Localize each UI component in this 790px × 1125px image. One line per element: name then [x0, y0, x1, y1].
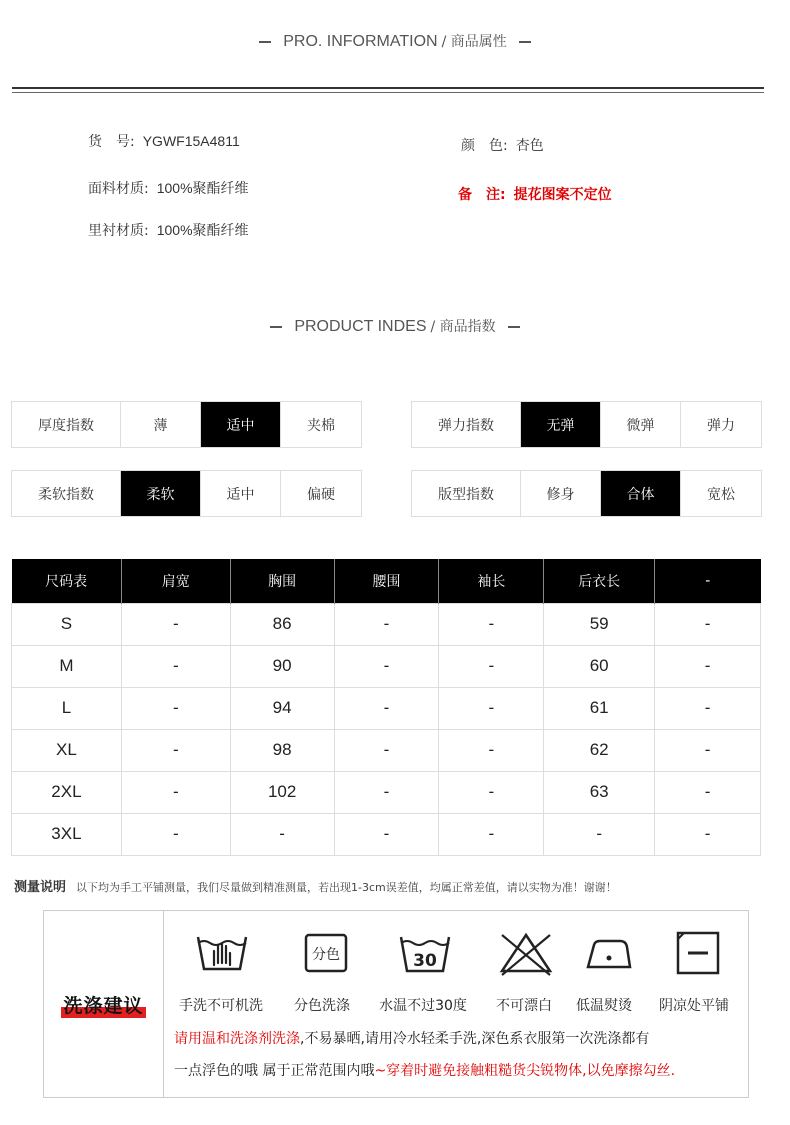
index-name: 版型指数	[412, 471, 521, 516]
care-section	[43, 910, 749, 1098]
table-row	[12, 603, 761, 645]
table-cell: -	[230, 813, 334, 855]
table-cell: -	[334, 771, 439, 813]
care-text: ,不易暴晒,请用冷水轻柔手洗,深色系衣服第一次洗涤都有	[300, 1031, 650, 1047]
care-label: 分色洗涤	[294, 998, 350, 1014]
divider-thick	[12, 87, 764, 89]
separate-color-glyph: 分色	[312, 947, 340, 963]
care-label: 低温熨烫	[576, 998, 632, 1014]
care-text-red: 请用温和洗涤剂洗涤	[174, 1031, 300, 1047]
table-cell: -	[655, 729, 761, 771]
table-cell: -	[439, 729, 544, 771]
table-cell: -	[439, 645, 544, 687]
care-text-line-2	[174, 1060, 675, 1080]
table-cell: -	[121, 771, 230, 813]
info-article-no	[88, 131, 240, 151]
table-cell: -	[334, 603, 439, 645]
table-cell: -	[544, 813, 655, 855]
care-title: 洗涤建议	[61, 991, 145, 1018]
title-dash-left	[270, 326, 282, 328]
table-cell: -	[439, 771, 544, 813]
table-cell: -	[439, 687, 544, 729]
table-cell: -	[655, 603, 761, 645]
pro-information-en: PRO. INFORMATION	[283, 33, 438, 50]
table-cell: 3XL	[12, 813, 122, 855]
remark-value: 提花图案不定位	[513, 186, 612, 202]
measure-note-text: 以下均为手工平铺测量，我们尽量做到精准测量，若出现1-3cm误差值，均属正常差值，请以实物为准！谢谢！	[76, 881, 617, 894]
pro-information-title	[0, 31, 790, 51]
table-cell: XL	[12, 729, 122, 771]
table-cell: -	[439, 813, 544, 855]
care-label: 阴凉处平铺	[659, 998, 729, 1014]
index-option-selected: 合体	[601, 471, 681, 516]
dry-flat-shade-icon	[670, 929, 726, 977]
wash-30-icon	[397, 929, 453, 977]
table-cell: -	[121, 603, 230, 645]
fabric-label: 面料材质:	[88, 181, 149, 197]
index-option: 宽松	[707, 486, 735, 503]
remark-label: 备 注:	[458, 187, 506, 203]
title-dash-right	[519, 41, 531, 43]
table-cell: -	[655, 645, 761, 687]
index-name: 柔软指数	[12, 471, 121, 516]
fabric-value: 100%聚酯纤维	[156, 180, 249, 196]
index-name: 厚度指数	[12, 402, 121, 447]
table-cell: 94	[230, 687, 334, 729]
color-label: 颜 色:	[461, 138, 508, 154]
divider-thin	[12, 92, 764, 93]
table-cell: 59	[544, 603, 655, 645]
header-cell: 后衣长	[544, 559, 655, 603]
header-cell: 胸围	[230, 559, 334, 603]
table-cell: 90	[230, 645, 334, 687]
index-thickness	[11, 401, 362, 448]
table-cell: -	[334, 813, 439, 855]
table-cell: -	[121, 645, 230, 687]
care-label: 手洗不可机洗	[179, 998, 263, 1014]
index-fit	[411, 470, 762, 517]
table-cell: 63	[544, 771, 655, 813]
care-label: 不可漂白	[496, 998, 552, 1014]
size-table	[11, 559, 761, 856]
care-label: 水温不过30度	[379, 998, 467, 1014]
info-lining	[88, 220, 249, 240]
table-cell: 2XL	[12, 771, 122, 813]
table-row	[12, 687, 761, 729]
table-cell: -	[334, 729, 439, 771]
index-name: 弹力指数	[412, 402, 521, 447]
table-row	[12, 645, 761, 687]
table-cell: -	[334, 687, 439, 729]
pro-information-zh: / 商品属性	[441, 34, 507, 50]
index-option-selected: 适中	[201, 402, 281, 447]
table-cell: -	[655, 813, 761, 855]
low-iron-icon	[580, 929, 636, 977]
table-row	[12, 771, 761, 813]
product-indes-title	[0, 316, 790, 336]
color-value: 杏色	[515, 137, 544, 153]
care-title-box	[44, 911, 164, 1097]
index-option: 薄	[121, 402, 201, 447]
measure-note-title: 测量说明	[14, 880, 67, 895]
title-dash-right	[508, 326, 520, 328]
table-row	[12, 813, 761, 855]
table-cell: -	[121, 687, 230, 729]
care-text: 一点浮色的哦 属于正常范围内哦	[174, 1063, 375, 1079]
care-text-red: ~穿着时避免接触粗糙货尖锐物体,以免摩擦勾丝.	[374, 1063, 676, 1079]
care-text-line-1	[174, 1028, 649, 1048]
index-option-selected: 无弹	[521, 402, 601, 447]
table-cell: L	[12, 687, 122, 729]
header-cell: -	[655, 559, 761, 603]
table-cell: -	[334, 645, 439, 687]
header-cell: 尺码表	[12, 559, 122, 603]
table-cell: -	[655, 771, 761, 813]
measure-note	[14, 876, 617, 895]
separate-color-icon	[298, 929, 354, 977]
table-cell: -	[655, 687, 761, 729]
index-softness	[11, 470, 362, 517]
lining-label: 里衬材质:	[88, 223, 149, 239]
wash-30-glyph: 30	[413, 951, 437, 971]
table-cell: 61	[544, 687, 655, 729]
index-option: 适中	[201, 471, 281, 516]
table-cell: 60	[544, 645, 655, 687]
table-cell: M	[12, 645, 122, 687]
lining-value: 100%聚酯纤维	[156, 222, 249, 238]
title-dash-left	[259, 41, 271, 43]
header-cell: 肩宽	[121, 559, 230, 603]
table-row	[12, 729, 761, 771]
article-no-value: YGWF15A4811	[142, 133, 240, 149]
index-option: 修身	[521, 471, 601, 516]
index-option: 弹力	[707, 417, 735, 434]
table-cell: -	[121, 813, 230, 855]
no-bleach-icon	[498, 929, 554, 977]
table-cell: -	[121, 729, 230, 771]
index-option-selected: 柔软	[121, 471, 201, 516]
info-fabric	[88, 178, 249, 198]
index-option: 偏硬	[307, 486, 335, 503]
info-color	[461, 135, 544, 155]
info-remark	[458, 184, 612, 204]
table-cell: 86	[230, 603, 334, 645]
product-indes-en: PRODUCT INDES	[294, 318, 427, 335]
index-option: 夹棉	[307, 417, 335, 434]
table-cell: 62	[544, 729, 655, 771]
table-cell: -	[439, 603, 544, 645]
article-no-label: 货 号:	[88, 134, 135, 150]
index-elasticity	[411, 401, 762, 448]
hand-wash-icon	[194, 929, 250, 977]
table-cell: S	[12, 603, 122, 645]
index-option: 微弹	[601, 402, 681, 447]
header-cell: 腰围	[334, 559, 439, 603]
table-cell: 102	[230, 771, 334, 813]
size-table-header	[12, 559, 761, 603]
product-indes-zh: / 商品指数	[430, 319, 496, 335]
header-cell: 袖长	[439, 559, 544, 603]
table-cell: 98	[230, 729, 334, 771]
